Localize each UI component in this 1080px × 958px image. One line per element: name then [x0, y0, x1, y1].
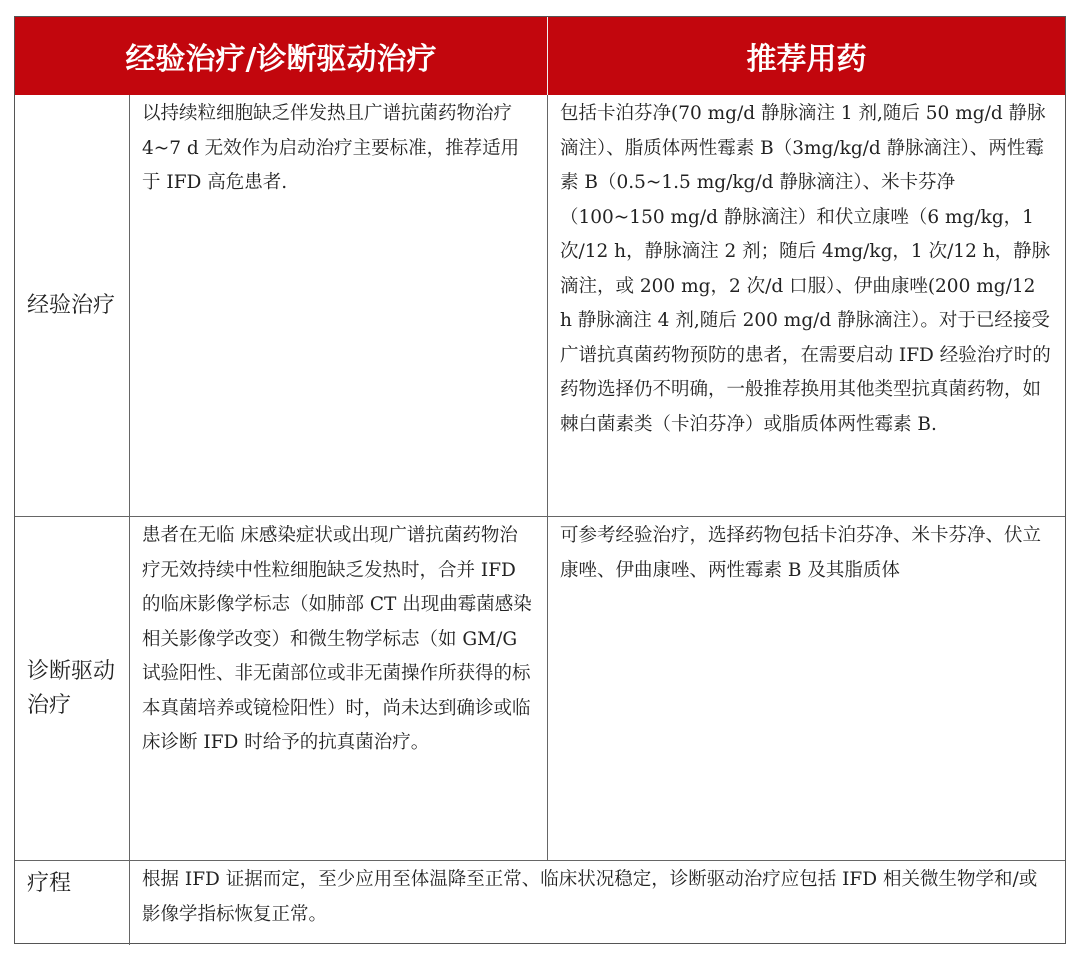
row-label-course — [15, 861, 130, 945]
row-label-diagnostic-driven — [15, 517, 130, 861]
treatment-table — [14, 16, 1066, 944]
empirical-criteria: 以持续粒细胞缺乏伴发热且广谱抗菌药物治疗 4~7 d 无效作为启动治疗主要标准，推荐适用于 IFD 高危患者. — [130, 95, 548, 517]
row-label-course-text: 疗程 — [27, 871, 72, 896]
header-recommended-drugs: 推荐用药 — [548, 17, 1065, 95]
row-label-diagnostic-driven-text: 诊断驱动治疗 — [27, 658, 116, 718]
diagnostic-drugs: 可参考经验治疗，选择药物包括卡泊芬净、米卡芬净、伏立康唑、伊曲康唑、两性霉素 B 及其脂质体 — [548, 517, 1065, 861]
course-description: 根据 IFD 证据而定，至少应用至体温降至正常、临床状况稳定，诊断驱动治疗应包括 IFD 相关微生物学和/或影像学指标恢复正常。 — [142, 869, 1038, 925]
diagnostic-criteria: 患者在无临 床感染症状或出现广谱抗菌药物治疗无效持续中性粒细胞缺乏发热时，合并 IFD 的临床影像学标志（如肺部 CT 出现曲霉菌感染相关影像学改变）和微生物学标志（如 GM/G 试验阳性、非无菌部位或非无菌操作所获得的标本真菌培养或镜检阳性）时，尚未达到确诊或临床诊断 IFD 时给予的抗真菌治疗。 — [130, 517, 548, 861]
row-label-empirical — [15, 95, 130, 517]
header-treatment-type: 经验治疗/诊断驱动治疗 — [15, 17, 548, 95]
row-label-empirical-text: 经验治疗 — [27, 292, 116, 318]
empirical-drugs: 包括卡泊芬净(70 mg/d 静脉滴注 1 剂,随后 50 mg/d 静脉滴注）、脂质体两性霉素 B（3mg/kg/d 静脉滴注）、两性霉素 B（0.5~1.5 mg/kg/d 静脉滴注）、米卡芬净（100~150 mg/d 静脉滴注）和伏立康唑（6 mg/kg，1 次/12 h，静脉滴注 2 剂；随后 4mg/kg，1 次/12 h，静脉滴注，或 200 mg，2 次/d 口服）、伊曲康唑(200 mg/12 h 静脉滴注 4 剂,随后 200 mg/d 静脉滴注）。对于已经接受广谱抗真菌药物预防的患者，在需要启动 IFD 经验治疗时的药物选择仍不明确，一般推荐换用其他类型抗真菌药物，如棘白菌素类（卡泊芬净）或脂质体两性霉素 B. — [548, 95, 1065, 517]
